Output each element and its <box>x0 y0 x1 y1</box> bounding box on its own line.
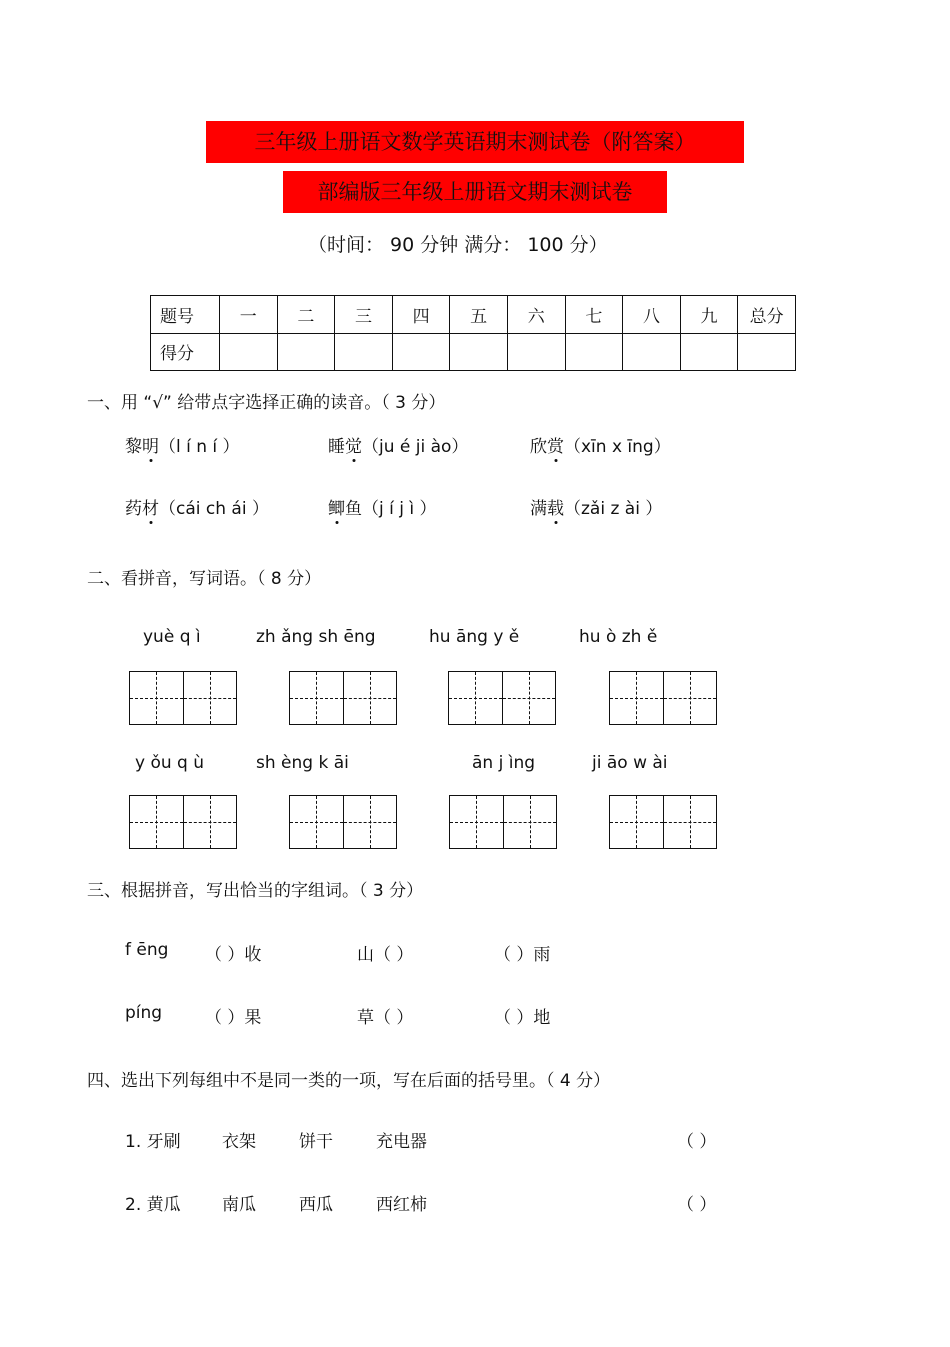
dotted-char: 鲫 <box>328 494 345 519</box>
score-table-score-row <box>151 333 796 371</box>
writing-grid[interactable] <box>609 671 717 725</box>
q1-word: 满 <box>530 499 547 519</box>
score-cell[interactable] <box>220 333 278 371</box>
q1-reading[interactable]: （zǎi z ài ） <box>564 499 663 519</box>
grid-cell[interactable] <box>290 796 344 848</box>
grid-cell[interactable] <box>449 672 503 724</box>
q4-word: 南瓜 <box>222 1195 256 1215</box>
q1-item <box>328 432 468 457</box>
grid-cell[interactable] <box>450 796 504 848</box>
q1-reading[interactable]: （j í j ì ） <box>362 499 437 519</box>
dotted-char: 材 <box>142 494 159 519</box>
q3-blank[interactable]: （ ）雨 <box>494 945 551 965</box>
q3-blank[interactable]: 草（ ） <box>357 1008 414 1028</box>
q3-pinyin: f ēng <box>125 940 169 960</box>
pinyin-label: y ǒu q ù <box>135 753 205 773</box>
grid-cell[interactable] <box>130 796 184 848</box>
score-cell[interactable] <box>738 333 796 371</box>
grid-cell[interactable] <box>130 672 184 724</box>
q1-item <box>530 494 662 519</box>
grid-cell[interactable] <box>503 672 556 724</box>
dotted-char: 载 <box>547 494 564 519</box>
table-cell: 得分 <box>151 333 220 371</box>
q1-word: 睡 <box>328 437 345 457</box>
table-cell: 总分 <box>738 296 796 334</box>
writing-grid[interactable] <box>449 795 557 849</box>
q4-word: 2. 黄瓜 <box>125 1195 181 1215</box>
q3-title: 三、根据拼音，写出恰当的字组词。（ 3 分） <box>87 881 424 901</box>
q4-word: 充电器 <box>376 1132 427 1152</box>
grid-cell[interactable] <box>664 796 717 848</box>
table-cell: 七 <box>565 296 623 334</box>
grid-cell[interactable] <box>344 672 397 724</box>
score-cell[interactable] <box>450 333 508 371</box>
q4-word: 饼干 <box>299 1132 333 1152</box>
title-banner-sub: 部编版三年级上册语文期末测试卷 <box>283 171 667 213</box>
q1-word: 鱼 <box>345 499 362 519</box>
q3-blank[interactable]: 山（ ） <box>357 945 414 965</box>
q1-title: 一、用 “√” 给带点字选择正确的读音。（ 3 分） <box>87 393 446 413</box>
grid-cell[interactable] <box>290 672 344 724</box>
grid-cell[interactable] <box>184 796 237 848</box>
writing-grid[interactable] <box>609 795 717 849</box>
writing-grid[interactable] <box>129 671 237 725</box>
pinyin-label: sh èng k āi <box>256 753 349 773</box>
q1-reading[interactable]: （ju é ji ào） <box>362 437 469 457</box>
q4-answer-blank[interactable]: （ ） <box>677 1132 717 1152</box>
table-cell: 九 <box>680 296 738 334</box>
q1-item <box>530 432 671 457</box>
score-cell[interactable] <box>565 333 623 371</box>
time-info: （时间： 90 分钟 满分： 100 分） <box>308 234 608 256</box>
q2-title: 二、看拼音，写词语。（ 8 分） <box>87 569 322 589</box>
q3-blank[interactable]: （ ）收 <box>205 945 262 965</box>
grid-cell[interactable] <box>184 672 237 724</box>
pinyin-label: yuè q ì <box>143 627 201 647</box>
q3-blank[interactable]: （ ）果 <box>205 1008 262 1028</box>
score-cell[interactable] <box>507 333 565 371</box>
q4-word: 1. 牙刷 <box>125 1132 181 1152</box>
dotted-char: 觉 <box>345 432 362 457</box>
pinyin-label: ji āo w ài <box>592 753 668 773</box>
q4-title: 四、选出下列每组中不是同一类的一项，写在后面的括号里。（ 4 分） <box>87 1071 611 1091</box>
grid-cell[interactable] <box>504 796 557 848</box>
writing-grid[interactable] <box>289 671 397 725</box>
writing-grid[interactable] <box>289 795 397 849</box>
writing-grid[interactable] <box>448 671 556 725</box>
score-cell[interactable] <box>623 333 681 371</box>
q1-reading[interactable]: （l í n í ） <box>159 437 240 457</box>
q1-item <box>328 494 437 519</box>
grid-cell[interactable] <box>610 796 664 848</box>
table-cell: 二 <box>277 296 335 334</box>
writing-grid[interactable] <box>129 795 237 849</box>
score-cell[interactable] <box>680 333 738 371</box>
table-cell: 八 <box>623 296 681 334</box>
q1-word: 欣 <box>530 437 547 457</box>
title-banner-main: 三年级上册语文数学英语期末测试卷（附答案） <box>206 121 744 163</box>
q1-reading[interactable]: （cái ch ái ） <box>159 499 269 519</box>
grid-cell[interactable] <box>344 796 397 848</box>
pinyin-label: hu āng y ě <box>429 627 520 647</box>
dotted-char: 明 <box>142 432 159 457</box>
table-cell: 四 <box>392 296 450 334</box>
q1-word: 药 <box>125 499 142 519</box>
q4-word: 西瓜 <box>299 1195 333 1215</box>
score-cell[interactable] <box>392 333 450 371</box>
table-cell: 五 <box>450 296 508 334</box>
q1-word: 黎 <box>125 437 142 457</box>
q3-pinyin: píng <box>125 1003 163 1023</box>
q1-item <box>125 494 269 519</box>
score-table-header-row <box>151 296 796 334</box>
table-cell: 一 <box>220 296 278 334</box>
pinyin-label: zh ǎng sh ēng <box>256 627 376 647</box>
q4-word: 衣架 <box>222 1132 256 1152</box>
grid-cell[interactable] <box>664 672 717 724</box>
pinyin-label: hu ò zh ě <box>579 627 658 647</box>
score-table <box>150 295 796 371</box>
q4-answer-blank[interactable]: （ ） <box>677 1195 717 1215</box>
q1-reading[interactable]: （xīn x īng） <box>564 437 671 457</box>
table-cell: 题号 <box>151 296 220 334</box>
score-cell[interactable] <box>277 333 335 371</box>
dotted-char: 赏 <box>547 432 564 457</box>
pinyin-label: ān j ìng <box>472 753 536 773</box>
q3-blank[interactable]: （ ）地 <box>494 1008 551 1028</box>
q4-word: 西红柿 <box>376 1195 427 1215</box>
grid-cell[interactable] <box>610 672 664 724</box>
score-cell[interactable] <box>335 333 393 371</box>
table-cell: 三 <box>335 296 393 334</box>
q1-item <box>125 432 240 457</box>
table-cell: 六 <box>507 296 565 334</box>
